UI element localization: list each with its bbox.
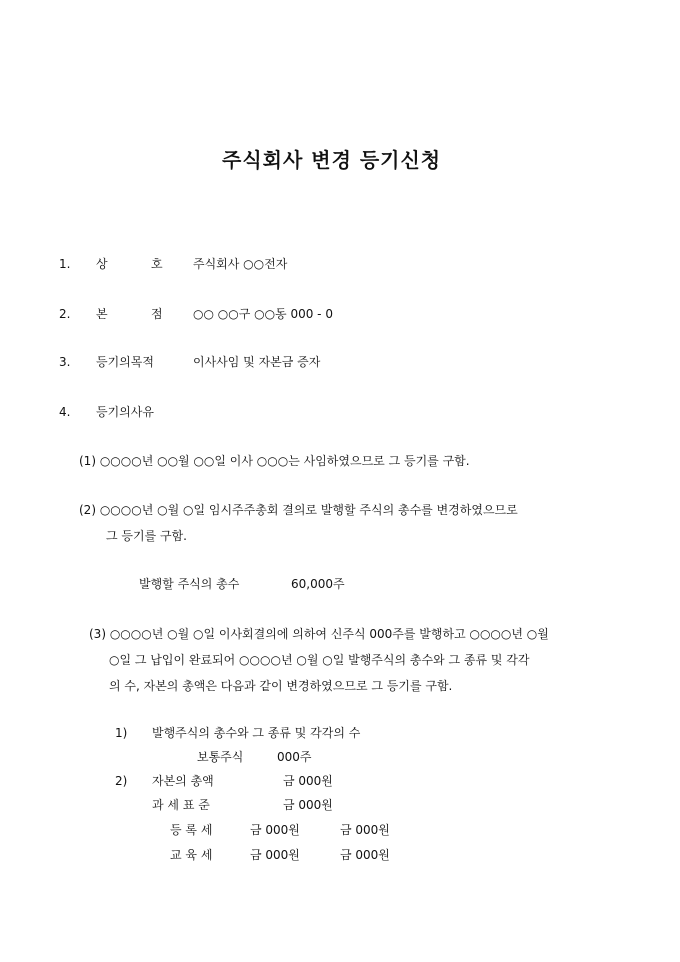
registration-tax-value-2: 금 000원 [340, 823, 390, 837]
education-tax-value-2: 금 000원 [340, 848, 390, 862]
registration-tax-label: 등 록 세 [170, 823, 213, 837]
item-number: 4. [59, 405, 71, 419]
reason-3-line-3: 의 수, 자본의 총액은 다음과 같이 변경하였으므로 그 등기를 구함. [109, 679, 453, 693]
reason-2-line-2: 그 등기를 구함. [106, 529, 187, 543]
education-tax-label: 교 육 세 [170, 848, 213, 862]
item-label: 등기의목적 [96, 355, 154, 369]
registration-tax-value-1: 금 000원 [250, 823, 300, 837]
education-tax-value-1: 금 000원 [250, 848, 300, 862]
item-number: 1. [59, 257, 71, 271]
detail-2-number: 2) [115, 774, 128, 788]
item-number: 3. [59, 355, 71, 369]
page-title: 주식회사 변경 등기신청 [222, 148, 442, 172]
item-label: 상 [96, 257, 108, 271]
item-label: 점 [151, 307, 163, 321]
reason-2-line-1: (2) ○○○○년 ○월 ○일 임시주주총회 결의로 발행할 주식의 총수를 변경하였으므로 [79, 503, 518, 517]
common-stock-label: 보통주식 [197, 750, 244, 764]
tax-base-label: 과 세 표 준 [152, 798, 210, 812]
tax-base-value: 금 000원 [283, 798, 333, 812]
detail-1-label: 발행주식의 총수와 그 종류 및 각각의 수 [152, 726, 361, 740]
item-label: 등기의사유 [96, 405, 154, 419]
common-stock-value: 000주 [277, 750, 312, 764]
detail-1-number: 1) [115, 726, 128, 740]
reason-3-line-2: ○일 그 납입이 완료되어 ○○○○년 ○월 ○일 발행주식의 총수와 그 종류 및 각각 [109, 653, 530, 667]
item-value: 주식회사 ○○전자 [193, 257, 288, 271]
capital-label: 자본의 총액 [152, 774, 214, 788]
item-value: 이사사임 및 자본금 증자 [193, 355, 321, 369]
item-label: 본 [96, 307, 108, 321]
capital-value: 금 000원 [283, 774, 333, 788]
reason-3-line-1: (3) ○○○○년 ○월 ○일 이사회결의에 의하여 신주식 000주를 발행하고 ○○○○년 ○월 [89, 627, 549, 641]
shares-label: 발행할 주식의 총수 [139, 577, 240, 591]
item-value: ○○ ○○구 ○○동 000 - 0 [193, 307, 333, 321]
item-number: 2. [59, 307, 71, 321]
reason-1: (1) ○○○○년 ○○월 ○○일 이사 ○○○는 사임하였으므로 그 등기를 구함. [79, 454, 470, 468]
shares-value: 60,000주 [291, 577, 345, 591]
item-label: 호 [151, 257, 163, 271]
